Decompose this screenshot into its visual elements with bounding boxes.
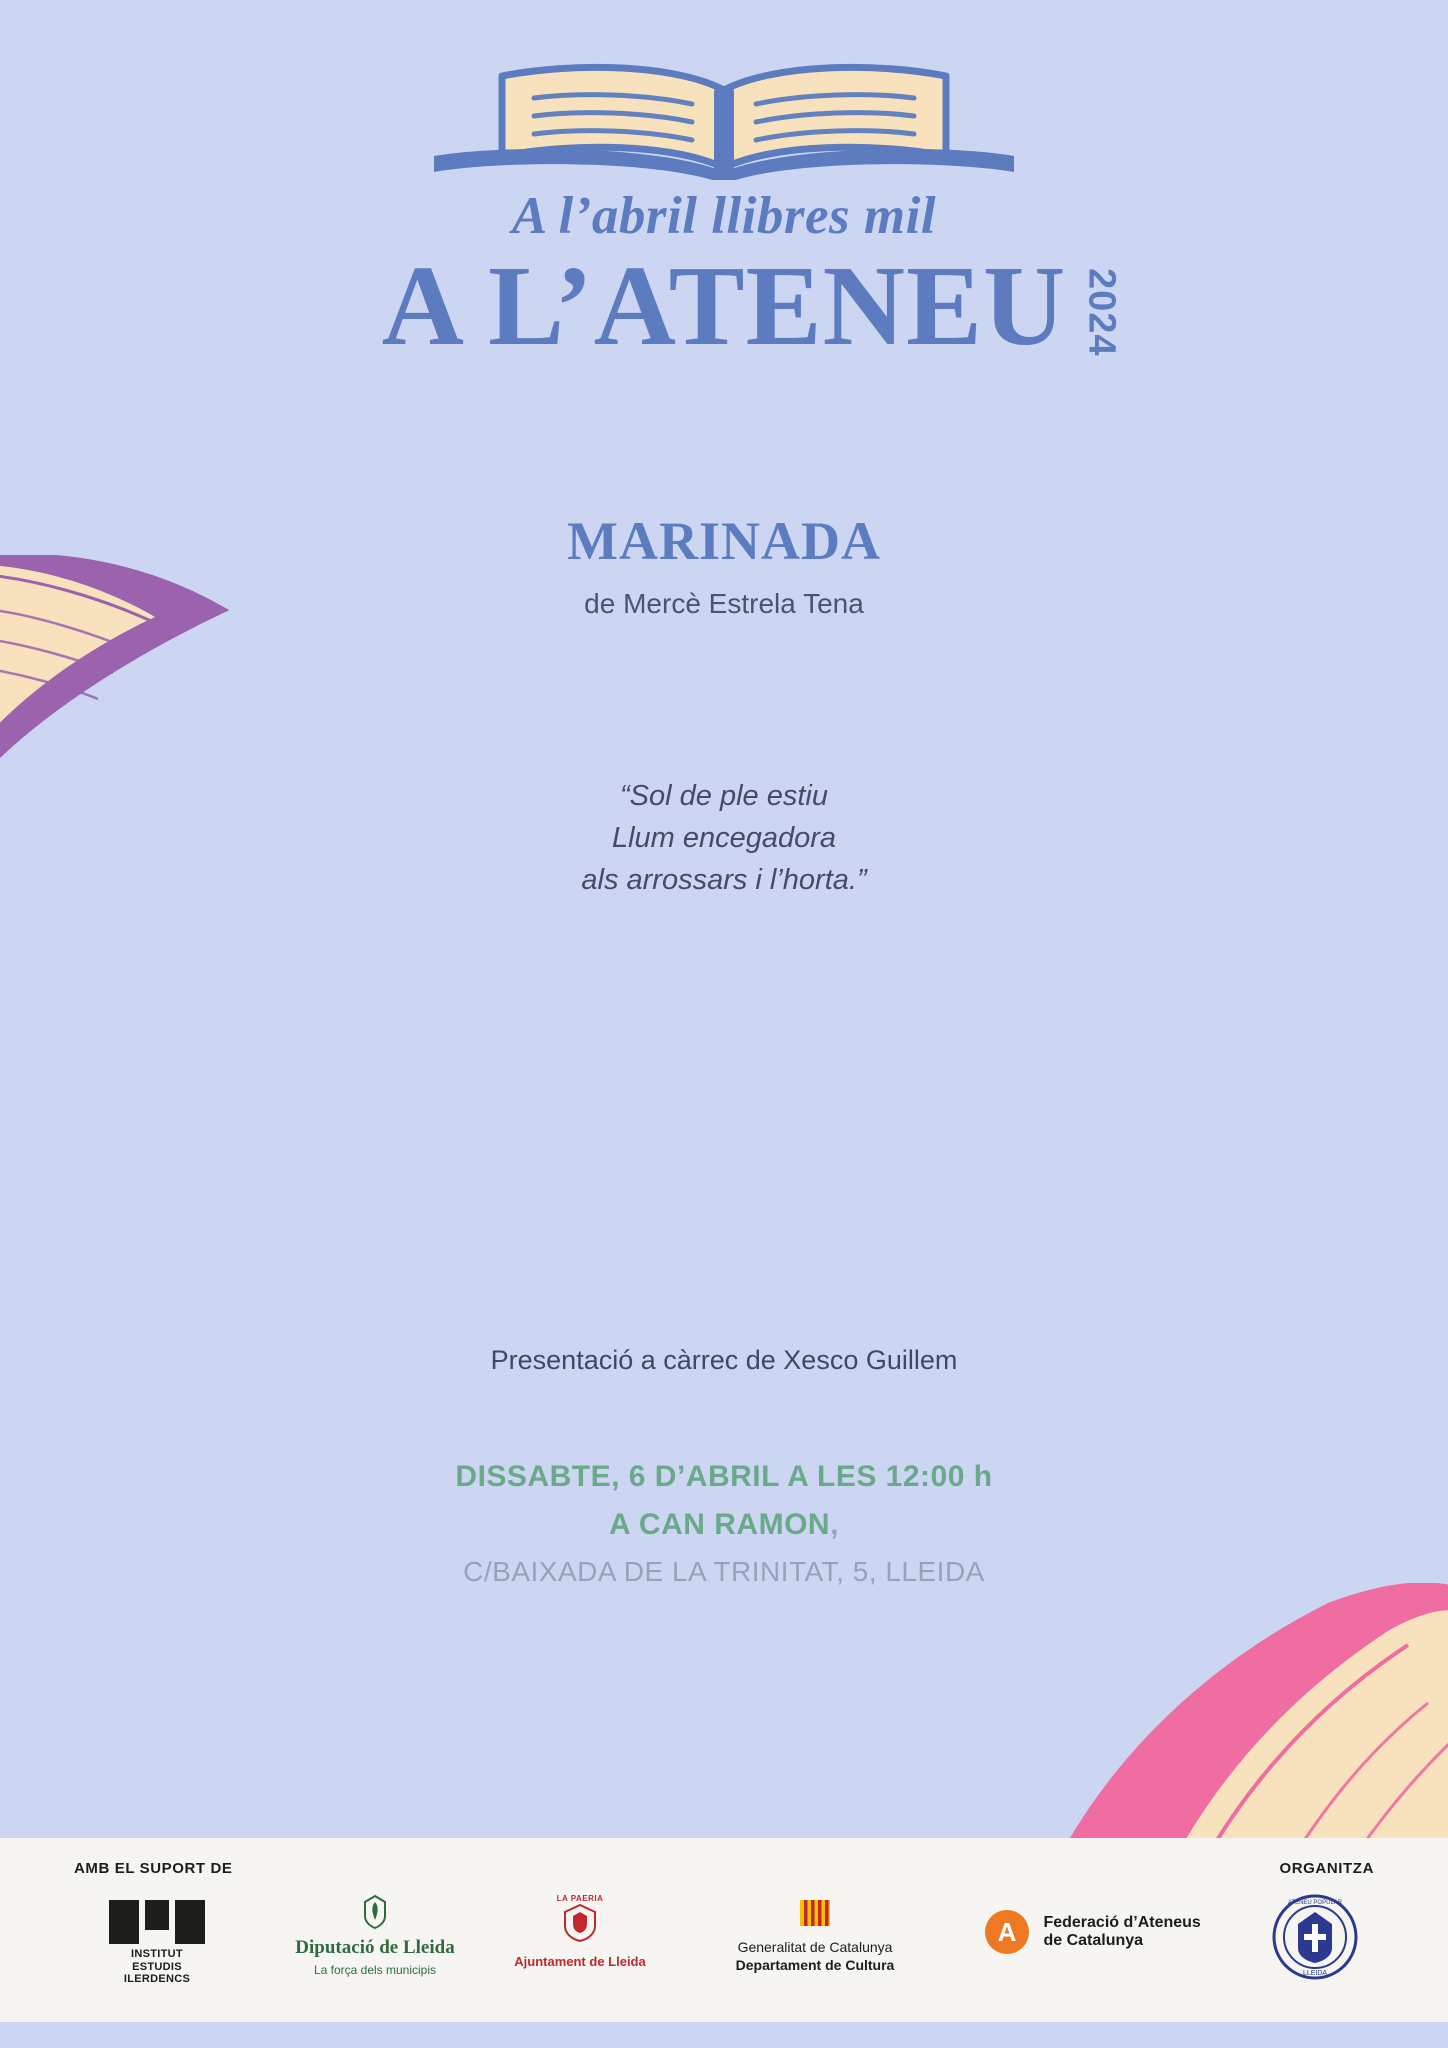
diputacio-name: Diputació de Lleida xyxy=(295,1937,455,1958)
event-details xyxy=(0,1460,1448,1588)
quote-line-1: “Sol de ple estiu xyxy=(620,780,828,812)
open-book-illustration-top xyxy=(414,60,1034,180)
logo-diputacio-de-lleida xyxy=(285,1894,465,1977)
logo-ateneu-popular-de-ponent xyxy=(1260,1894,1370,1985)
federacio-badge-icon: A xyxy=(985,1910,1029,1954)
federacio-text xyxy=(1043,1914,1200,1950)
support-label: AMB EL SUPORT DE xyxy=(74,1860,233,1877)
footer xyxy=(0,1838,1448,2048)
logo-ajuntament-de-lleida xyxy=(500,1894,660,1969)
iei-line-3: ILERDENCS xyxy=(123,1973,191,1986)
generalitat-line-2: Departament de Cultura xyxy=(735,1957,895,1973)
work-author: de Mercè Estrela Tena xyxy=(584,588,864,619)
year-label: 2024 xyxy=(1080,268,1123,357)
iei-mark-icon xyxy=(109,1900,205,1944)
iei-line-2: ESTUDIS xyxy=(132,1960,182,1973)
campaign-title-row xyxy=(381,242,1123,369)
open-book-illustration-left xyxy=(0,555,310,785)
paeria-label: LA PAERIA xyxy=(556,1894,604,1903)
diputacio-tagline: La força dels municipis xyxy=(313,1963,437,1977)
event-place-comma: , xyxy=(830,1508,839,1541)
ajuntament-name: Ajuntament de Lleida xyxy=(514,1954,646,1969)
federacio-line-2: de Catalunya xyxy=(1043,1932,1144,1949)
ateneu-popular-seal-icon xyxy=(1272,1894,1358,1980)
logos-row xyxy=(0,1894,1448,2004)
svg-text:ATENEU POPULAR: ATENEU POPULAR xyxy=(1287,1900,1343,1906)
svg-text:LLEIDA: LLEIDA xyxy=(1302,1970,1328,1977)
logo-generalitat-de-catalunya xyxy=(700,1900,930,1973)
diputacio-crest-icon xyxy=(358,1894,392,1930)
event-place-row xyxy=(0,1508,1448,1542)
quote-line-3: als arrossars i l’horta.” xyxy=(581,864,867,897)
work-title: MARINADA xyxy=(567,511,881,571)
iei-line-1: INSTITUT xyxy=(131,1948,183,1960)
title-block xyxy=(0,187,1448,369)
generalitat-line-1: Generalitat de Catalunya xyxy=(737,1939,893,1955)
event-date: DISSABTE, 6 D’ABRIL A LES 12:00 h xyxy=(455,1460,993,1493)
presenter-text: Presentació a càrrec de Xesco Guillem xyxy=(490,1345,958,1375)
logo-institut-estudis-ilerdencs xyxy=(92,1900,222,1986)
generalitat-shield-icon xyxy=(800,1900,830,1934)
organizer-label: ORGANITZA xyxy=(1279,1860,1374,1877)
campaign-title: A L’ATENEU xyxy=(381,242,1067,369)
quote-line-2: Llum encegadora xyxy=(611,822,837,855)
federacio-line-1: Federació d’Ateneus xyxy=(1043,1914,1201,1931)
quote-block xyxy=(0,775,1448,901)
campaign-subtitle: A l’abril llibres mil xyxy=(511,187,937,245)
event-place: A CAN RAMON xyxy=(609,1508,831,1541)
event-address: C/BAIXADA DE LA TRINITAT, 5, LLEIDA xyxy=(463,1556,985,1587)
logo-federacio-ateneus-de-catalunya xyxy=(985,1910,1235,1954)
footer-bottom-strip xyxy=(0,2022,1448,2048)
paeria-crest-icon xyxy=(561,1903,599,1943)
